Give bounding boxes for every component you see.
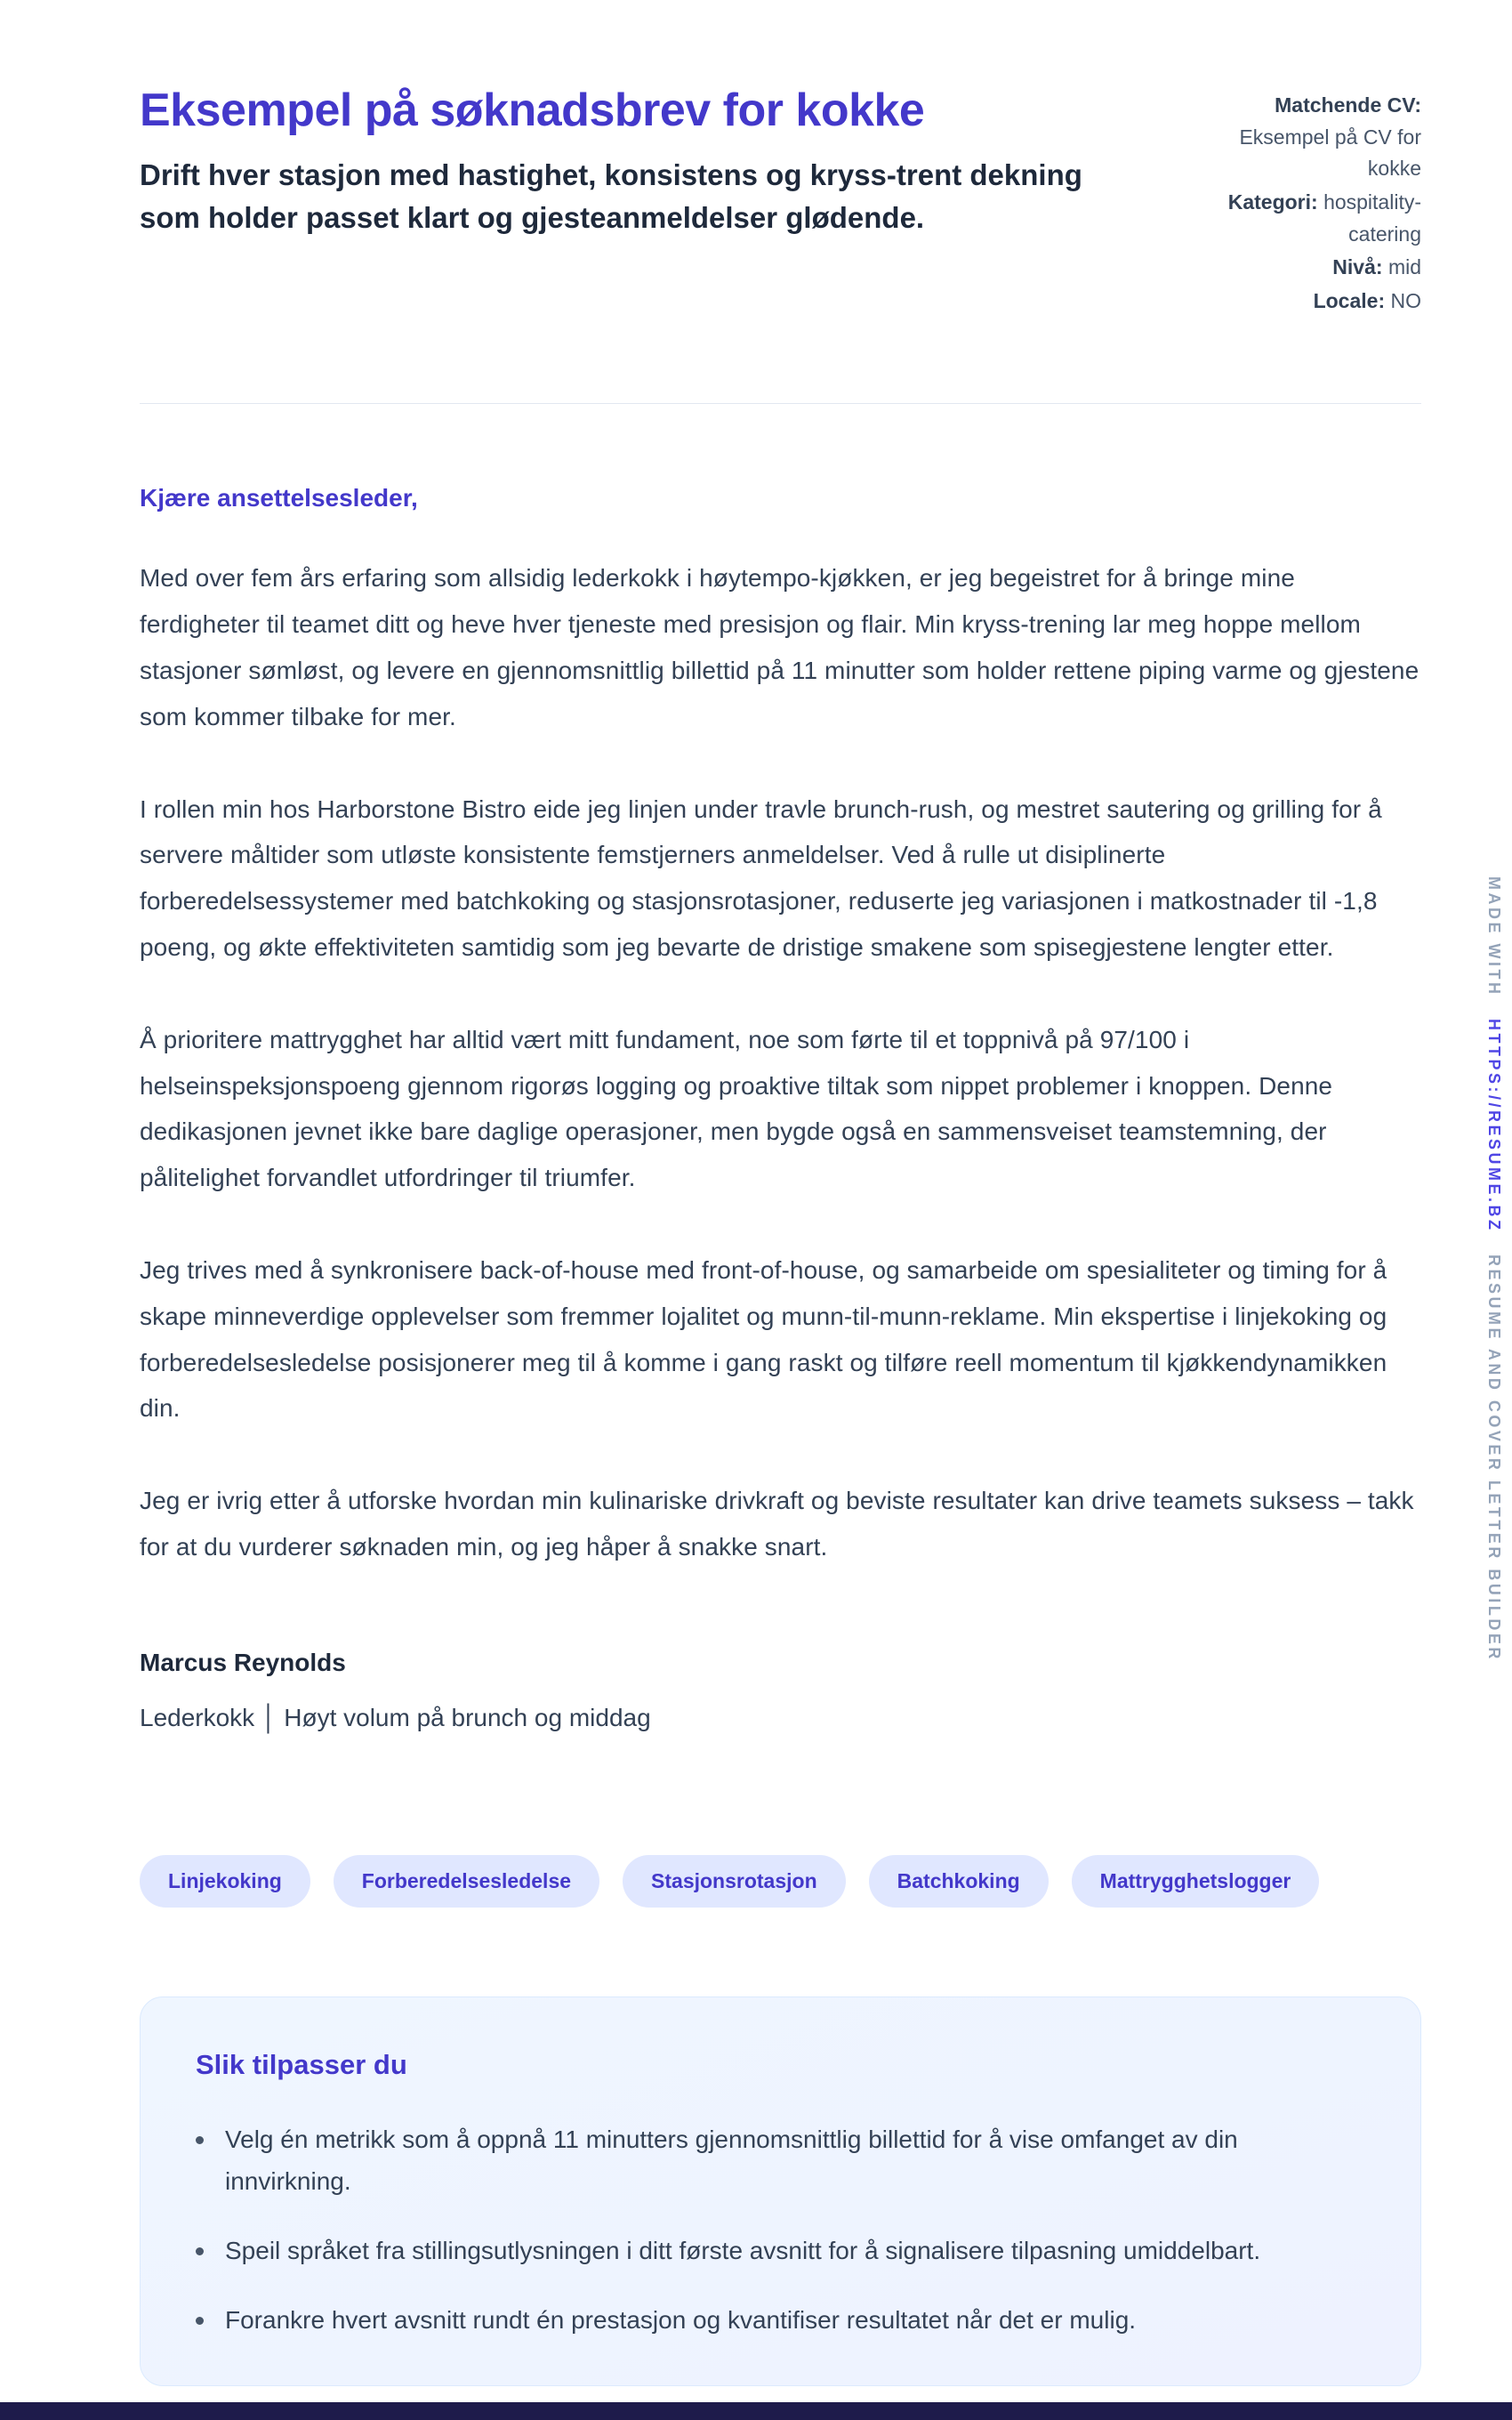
page-title: Eksempel på søknadsbrev for kokke [140, 85, 925, 136]
tag-forberedelsesledelse[interactable]: Forberedelsesledelse [334, 1855, 599, 1908]
watermark-link[interactable]: HTTPS://RESUME.BZ [1485, 1019, 1503, 1233]
meta-level-value: mid [1387, 255, 1421, 279]
letter-paragraph-1: Med over fem års erfaring som allsidig lederkokk i høytempo-kjøkken, er jeg begeistret for å bringe mine ferdigheter til teamet ditt og heve hver tjeneste med presisjon og flair. Min kryss-trening lar meg hoppe mellom stasjoner sømløst, og levere en gjennomsnittlig billettid på 11 minutter som holder rettene piping varme og gjestene som kommer tilbake for mer. [140, 564, 1420, 730]
tag-mattrygghetslogger[interactable]: Mattrygghetslogger [1072, 1855, 1320, 1908]
bullet-dot [196, 2317, 204, 2325]
meta-locale-value: NO [1390, 288, 1421, 312]
tips-box [140, 1996, 1421, 2386]
watermark [1484, 876, 1503, 1662]
tag-stasjonsrotasjon[interactable]: Stasjonsrotasjon [623, 1855, 846, 1908]
meta-panel [1197, 85, 1421, 319]
bullet-dot [196, 2136, 204, 2144]
letter-paragraph-4: Jeg trives med å synkronisere back-of-house med front-of-house, og samarbeide om spesialiteter og timing for å skape minneverdige opplevelser som fremmer lojalitet og munn-til-munn-reklame. Min ekspertise i linjekoking og forberedelsesledelse posisjonerer meg til å komme i gang raskt og tilføre reell momentum til kjøkkendynamikken din. [140, 1256, 1387, 1423]
tip-item [196, 2230, 1365, 2272]
tip-item [196, 2118, 1365, 2203]
signature-name: Marcus Reynolds [140, 1648, 346, 1676]
page-content [140, 0, 1421, 2386]
meta-category [1197, 187, 1421, 250]
tip-text: Speil språket fra stillingsutlysningen i ditt første avsnitt for å signalisere tilpasning umiddelbart. [225, 2237, 1261, 2265]
tip-item [196, 2299, 1365, 2342]
tag-linjekoking[interactable]: Linjekoking [140, 1855, 310, 1908]
meta-locale-label: Locale: [1313, 288, 1386, 312]
meta-matching-cv-value: Eksempel på CV for kokke [1239, 125, 1421, 181]
tag-batchkoking[interactable]: Batchkoking [869, 1855, 1049, 1908]
header [140, 85, 1421, 319]
header-divider [140, 403, 1421, 404]
page-subtitle: Drift hver stasjon med hastighet, konsistens og kryss-trent dekning som holder passet klart og gjesteanmeldelser glødende. [140, 157, 1082, 234]
meta-matching-cv-label: Matchende CV: [1275, 93, 1421, 117]
footer-bar [0, 2402, 1512, 2420]
watermark-prefix: MADE WITH [1485, 876, 1503, 997]
watermark-suffix: RESUME AND COVER LETTER BUILDER [1485, 1254, 1503, 1662]
letter-paragraph-5: Jeg er ivrig etter å utforske hvordan min kulinariske drivkraft og beviste resultater kan drive teamets suksess – takk for at du vurderer søknaden min, og jeg håper å snakke snart. [140, 1487, 1414, 1561]
tips-title: Slik tilpasser du [196, 2048, 407, 2080]
letter-paragraph-2: I rollen min hos Harborstone Bistro eide jeg linjen under travle brunch-rush, og mestret sautering og grilling for å servere måltider som utløste konsistente femstjerners anmeldelser. Ved å rulle ut disiplinerte forberedelsessystemer med batchkoking og stasjonsrotasjoner, reduserte jeg variasjonen i matkostnader til -1,8 poeng, og økte effektiviteten samtidig som jeg bevarte de dristige smakene som spisegjestene lengter etter. [140, 795, 1382, 962]
meta-level [1197, 252, 1421, 284]
tip-text: Forankre hvert avsnitt rundt én prestasjon og kvantifiser resultatet når det er mulig. [225, 2305, 1137, 2334]
header-left [140, 85, 1096, 238]
letter-paragraph-3: Å prioritere mattrygghet har alltid vært mitt fundament, noe som førte til et toppnivå på 97/100 i helseinspeksjonspoeng gjennom rigorøs logging og proaktive tiltak som nippet problemer i knoppen. Denne dedikasjonen jevnet ikke bare daglige operasjoner, men bygde også en sammensveiset teamstemning, der pålitelighet forvandlet utfordringer til triumfer. [140, 1025, 1333, 1192]
meta-category-value: hospitality-catering [1323, 190, 1421, 246]
meta-level-label: Nivå: [1332, 255, 1383, 279]
tips-list [196, 2118, 1365, 2341]
meta-category-label: Kategori: [1227, 190, 1318, 214]
letter-salutation: Kjære ansettelsesleder, [140, 484, 418, 512]
bullet-dot [196, 2247, 204, 2255]
meta-locale [1197, 286, 1421, 318]
skill-tags [140, 1855, 1421, 1908]
signature-role: Lederkokk │ Høyt volum på brunch og middag [140, 1703, 651, 1731]
tip-text: Velg én metrikk som å oppnå 11 minutters gjennomsnittlig billettid for å vise omfanget av din innvirkning. [225, 2125, 1238, 2196]
meta-matching-cv [1197, 90, 1421, 185]
